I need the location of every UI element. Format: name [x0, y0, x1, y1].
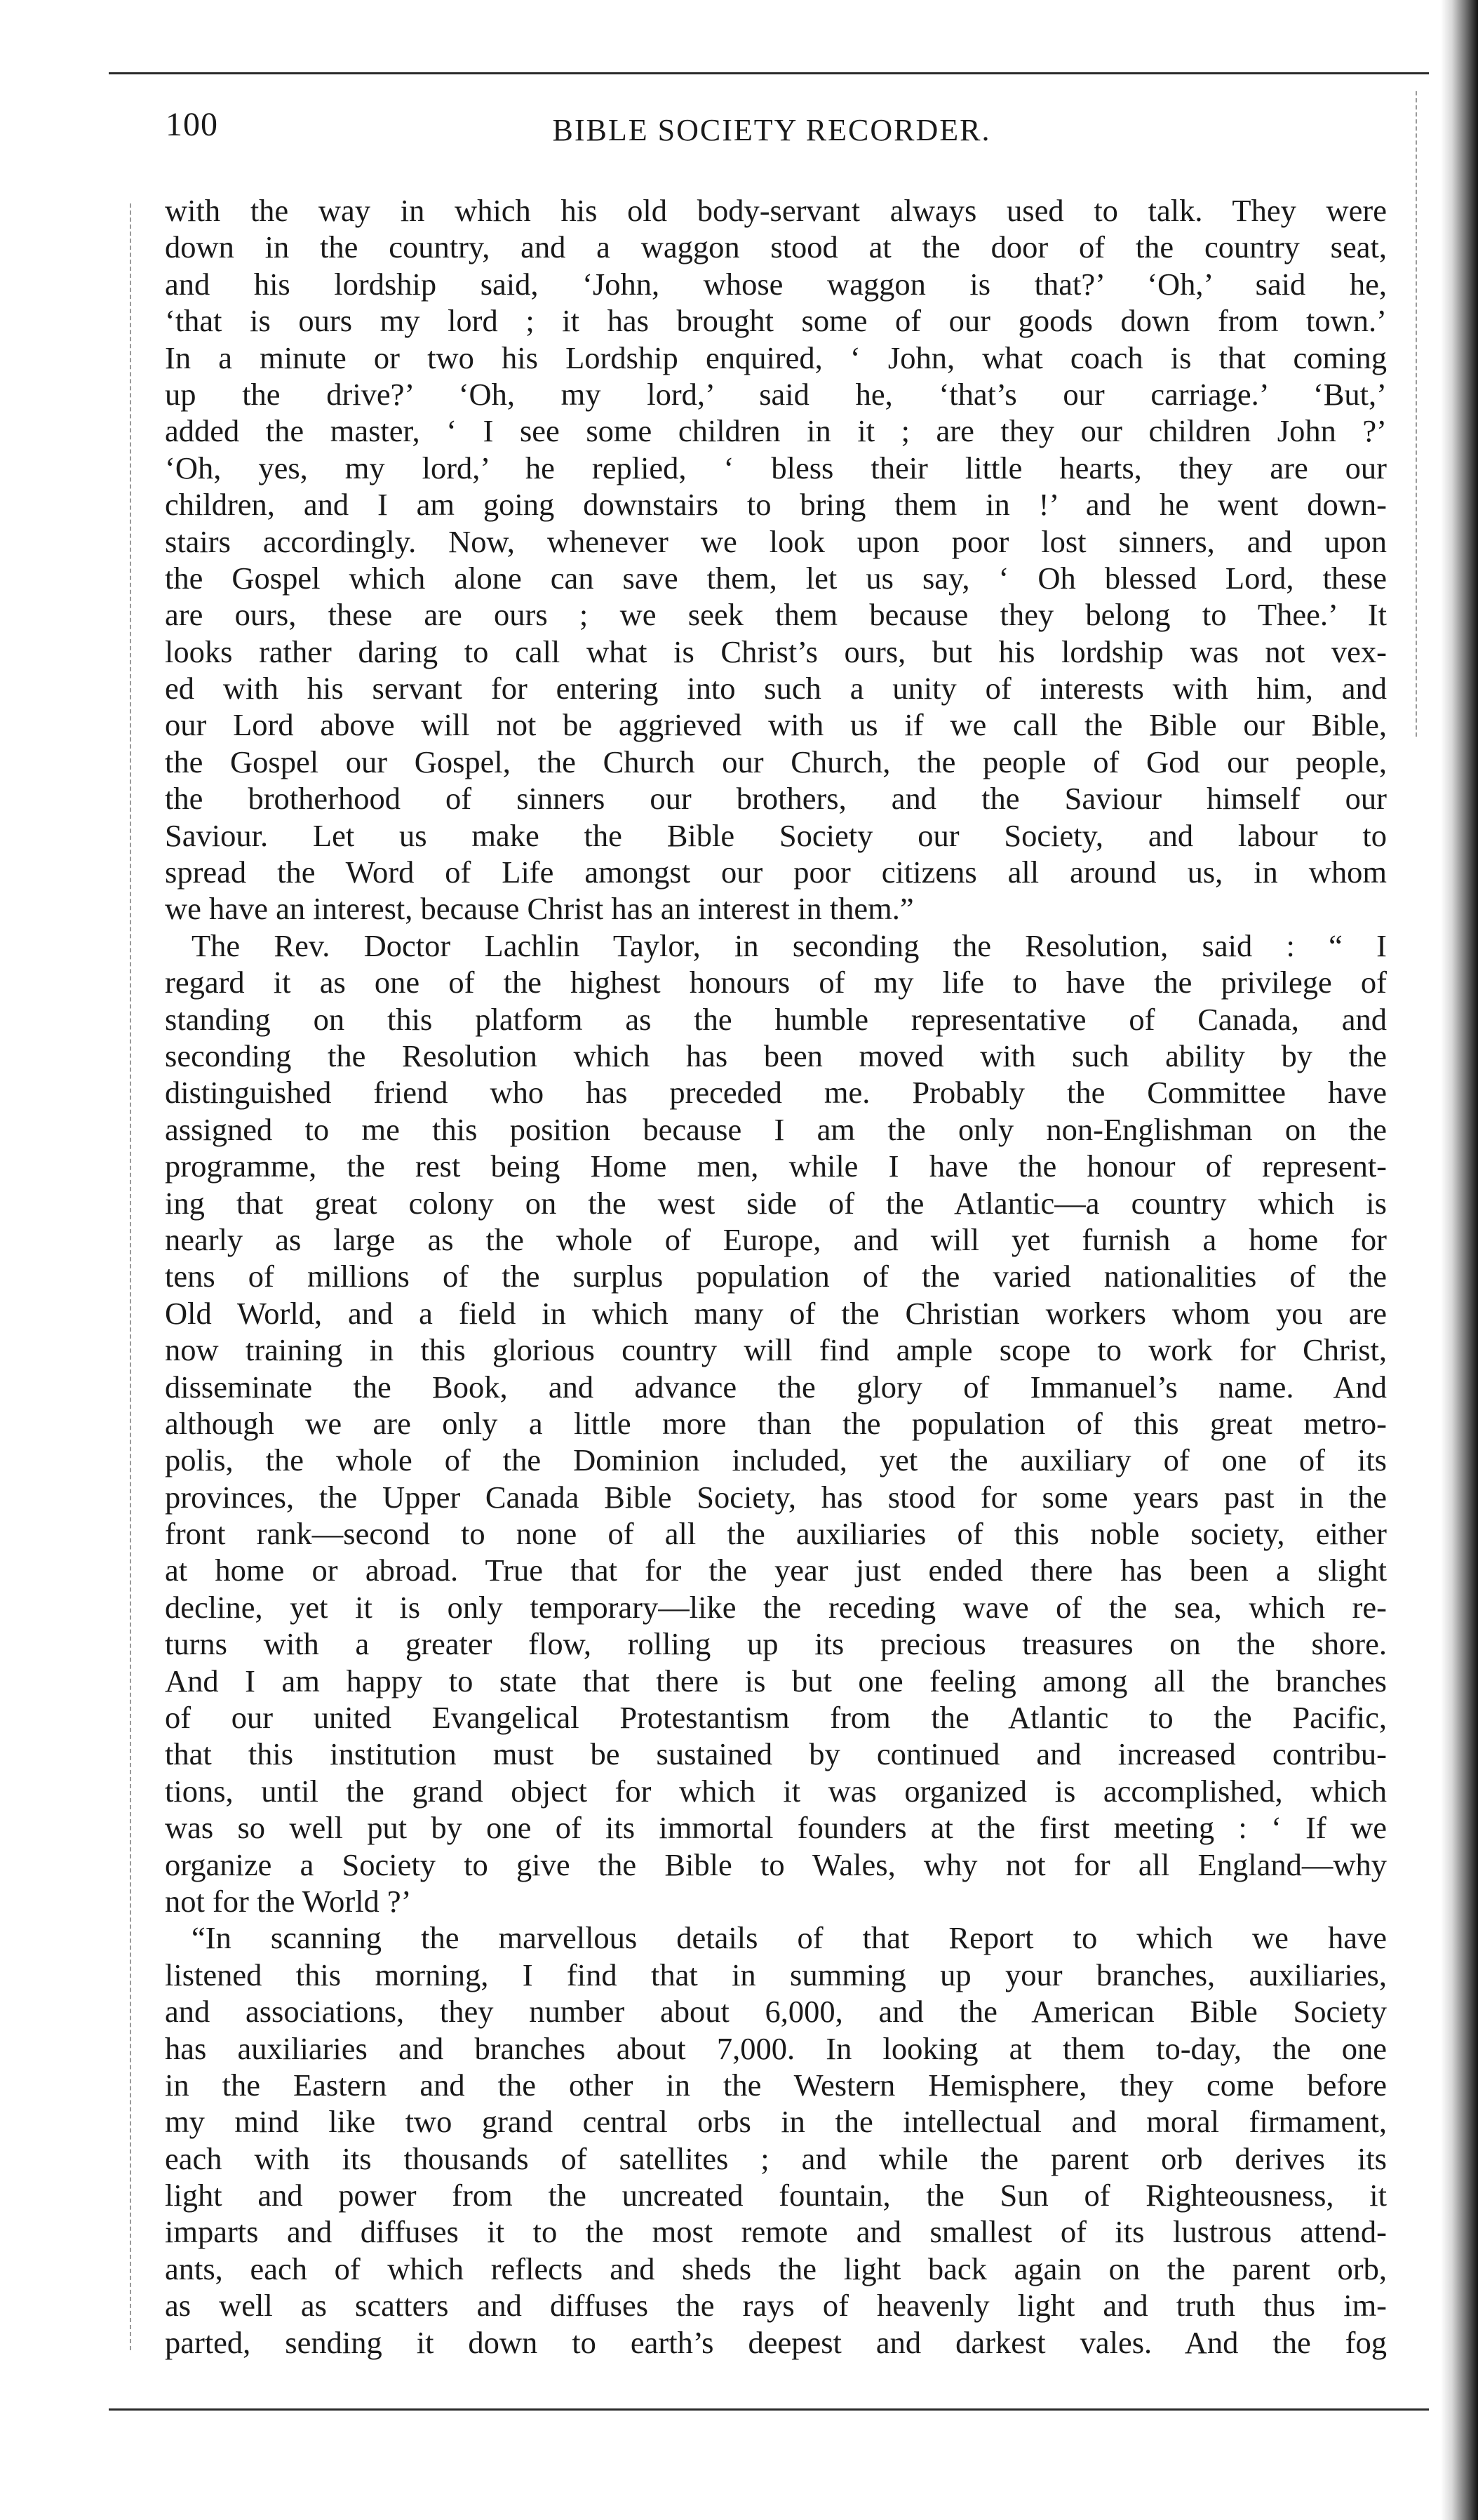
text-line: up the drive?’ ‘Oh, my lord,’ said he, ‘that’s our carriage.’ ‘But,’ [165, 376, 1387, 412]
page-number: 100 [166, 106, 218, 143]
paragraph-start-line: The Rev. Doctor Lachlin Taylor, in seconding the Resolution, said : “ I [192, 927, 1387, 963]
text-line: down in the country, and a waggon stood at the door of the country seat, [165, 229, 1387, 265]
body-text [165, 192, 1387, 2361]
text-line: ing that great colony on the west side of the Atlantic—a country which is [165, 1185, 1387, 1221]
text-line: are ours, these are ours ; we seek them because they belong to Thee.’ It [165, 597, 1387, 633]
text-line: programme, the rest being Home men, while I have the honour of represent- [165, 1148, 1387, 1184]
text-line: stairs accordingly. Now, whenever we look upon poor lost sinners, and upon [165, 523, 1387, 559]
text-line: provinces, the Upper Canada Bible Society, has stood for some years past in the [165, 1479, 1387, 1515]
top-rule [109, 72, 1429, 74]
text-line: my mind like two grand central orbs in the intellectual and moral firmament, [165, 2104, 1387, 2140]
text-line: each with its thousands of satellites ; and while the parent orb derives its [165, 2140, 1387, 2176]
text-line: organize a Society to give the Bible to Wales, why not for all England—why [165, 1847, 1387, 1882]
text-line: light and power from the uncreated fountain, the Sun of Righteousness, it [165, 2178, 1387, 2213]
text-line: with the way in which his old body-servant always used to talk. They were [165, 193, 1387, 228]
text-line: was so well put by one of its immortal founders at the first meeting : ‘ If we [165, 1810, 1387, 1846]
text-line: polis, the whole of the Dominion included, yet the auxiliary of one of its [165, 1442, 1387, 1478]
text-line: although we are only a little more than the population of this great metro- [165, 1405, 1387, 1441]
text-line: tens of millions of the surplus population of the varied nationalities of the [165, 1259, 1387, 1294]
text-line: and associations, they number about 6,000, and the American Bible Society [165, 1994, 1387, 2030]
text-line: assigned to me this position because I am the only non-Englishman on the [165, 1111, 1387, 1147]
text-line: seconding the Resolution which has been moved with such ability by the [165, 1038, 1387, 1073]
text-line: the Gospel our Gospel, the Church our Church, the people of God our people, [165, 744, 1387, 779]
text-line: of our united Evangelical Protestantism from the Atlantic to the Pacific, [165, 1700, 1387, 1736]
right-margin-line [1416, 91, 1417, 737]
text-line: disseminate the Book, and advance the glory of Immanuel’s name. And [165, 1369, 1387, 1405]
running-title: BIBLE SOCIETY RECORDER. [552, 113, 991, 147]
text-line: regard it as one of the highest honours of my life to have the privilege of [165, 965, 1387, 1000]
text-line: now training in this glorious country will find ample scope to work for Christ, [165, 1332, 1387, 1368]
text-line: decline, yet it is only temporary—like the receding wave of the sea, which re- [165, 1589, 1387, 1625]
paragraph-start-line: “In scanning the marvellous details of that Report to which we have [192, 1920, 1387, 1956]
text-line: standing on this platform as the humble representative of Canada, and [165, 1001, 1387, 1037]
binding-gutter-shadow [1441, 0, 1478, 2520]
text-line: we have an interest, because Christ has an interest in them.” [165, 891, 914, 927]
text-line: distinguished friend who has preceded me. Probably the Committee have [165, 1075, 1387, 1111]
text-line: ed with his servant for entering into such a unity of interests with him, and [165, 671, 1387, 706]
bottom-rule [109, 2408, 1429, 2411]
text-line: nearly as large as the whole of Europe, and will yet furnish a home for [165, 1221, 1387, 1257]
text-line: looks rather daring to call what is Christ’s ours, but his lordship was not vex- [165, 634, 1387, 669]
text-line: listened this morning, I find that in summing up your branches, auxiliaries, [165, 1957, 1387, 1992]
text-line: spread the Word of Life amongst our poor citizens all around us, in whom [165, 854, 1387, 890]
text-line: has auxiliaries and branches about 7,000. In looking at them to-day, the one [165, 2030, 1387, 2066]
text-line: tions, until the grand object for which it was organized is accomplished, which [165, 1773, 1387, 1809]
text-line: Old World, and a field in which many of the Christian workers whom you are [165, 1295, 1387, 1331]
text-line: And I am happy to state that there is but one feeling among all the branches [165, 1663, 1387, 1698]
text-line: not for the World ?’ [165, 1883, 412, 1919]
text-line: and his lordship said, ‘John, whose waggon is that?’ ‘Oh,’ said he, [165, 266, 1387, 302]
text-line: In a minute or two his Lordship enquired, ‘ John, what coach is that coming [165, 340, 1387, 375]
text-line: in the Eastern and the other in the Western Hemisphere, they come before [165, 2067, 1387, 2103]
text-line: parted, sending it down to earth’s deepest and darkest vales. And the fog [165, 2324, 1387, 2360]
text-line: imparts and diffuses it to the most remote and smallest of its lustrous attend- [165, 2214, 1387, 2250]
left-margin-line [130, 203, 131, 2350]
text-line: turns with a greater flow, rolling up its precious treasures on the shore. [165, 1626, 1387, 1662]
text-line: children, and I am going downstairs to bring them in !’ and he went down- [165, 487, 1387, 523]
text-line: Saviour. Let us make the Bible Society our Society, and labour to [165, 817, 1387, 853]
text-line: our Lord above will not be aggrieved with us if we call the Bible our Bible, [165, 707, 1387, 743]
text-line: the Gospel which alone can save them, let us say, ‘ Oh blessed Lord, these [165, 560, 1387, 596]
text-line: front rank—second to none of all the auxiliaries of this noble society, either [165, 1516, 1387, 1552]
text-line: as well as scatters and diffuses the rays of heavenly light and truth thus im- [165, 2288, 1387, 2324]
text-line: ants, each of which reflects and sheds the light back again on the parent orb, [165, 2251, 1387, 2286]
text-line: ‘Oh, yes, my lord,’ he replied, ‘ bless their little hearts, they are our [165, 450, 1387, 485]
text-line: ‘that is ours my lord ; it has brought some of our goods down from town.’ [165, 303, 1387, 339]
text-line: the brotherhood of sinners our brothers, and the Saviour himself our [165, 781, 1387, 817]
text-line: that this institution must be sustained by continued and increased contribu- [165, 1736, 1387, 1772]
text-line: at home or abroad. True that for the year just ended there has been a slight [165, 1553, 1387, 1588]
text-line: added the master, ‘ I see some children in it ; are they our children John ?’ [165, 413, 1387, 449]
